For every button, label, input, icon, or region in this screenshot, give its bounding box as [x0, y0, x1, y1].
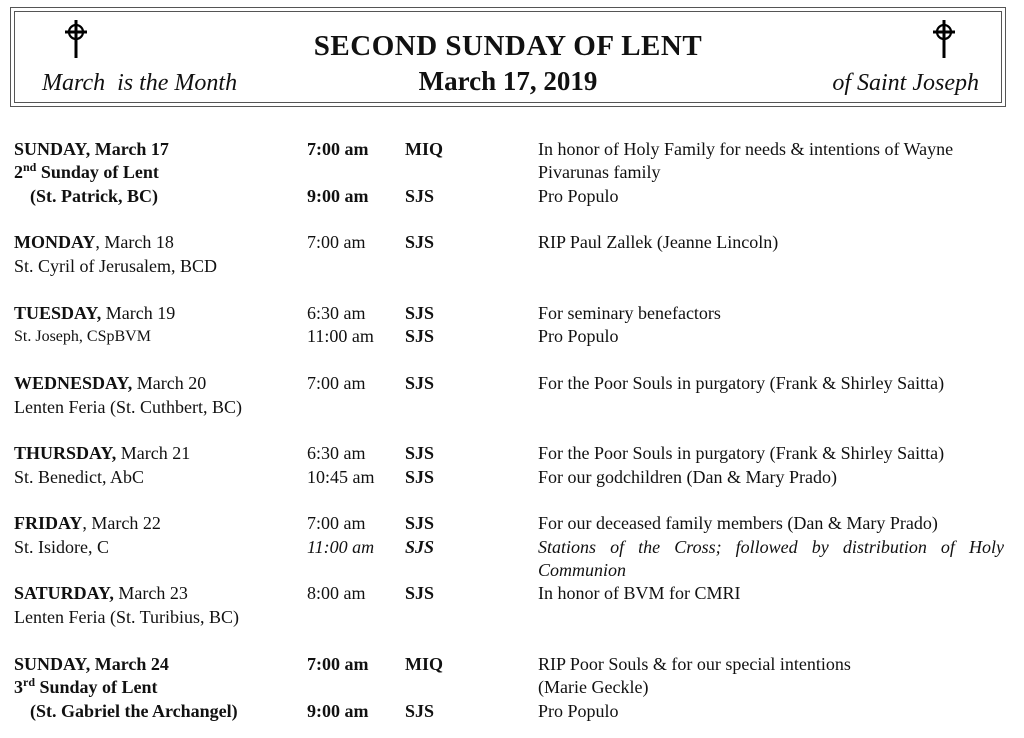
mass-time: 6:30 am: [307, 303, 366, 323]
mass-time: 7:00 am: [307, 513, 366, 533]
mass-intention: Stations of the Cross; followed by distribution of Holy: [538, 537, 1004, 557]
mass-intention-cont: Pivarunas family: [538, 162, 661, 182]
mass-time: 7:00 am: [307, 654, 369, 674]
celebrant: SJS: [405, 513, 435, 533]
day-label: THURSDAY, March 21: [14, 443, 191, 463]
mass-time: 9:00 am: [307, 186, 369, 206]
mass-intention: For the Poor Souls in purgatory (Frank & Shirley Saitta): [538, 443, 945, 463]
page-title: SECOND SUNDAY OF LENT: [313, 30, 703, 62]
mass-intention: Pro Populo: [538, 326, 619, 346]
mass-time: 7:00 am: [307, 139, 369, 159]
mass-time: 11:00 am: [307, 537, 375, 557]
mass-intention: In honor of Holy Family for needs & intentions of Wayne: [538, 139, 954, 159]
month-dedication-left: March is the Month: [42, 70, 238, 96]
mass-intention: For our deceased family members (Dan & Mary Prado): [538, 513, 938, 533]
saint-label: St. Isidore, C: [14, 537, 110, 557]
mass-time: 8:00 am: [307, 583, 366, 603]
celebrant: SJS: [405, 186, 435, 206]
day-label: FRIDAY, March 22: [14, 513, 161, 533]
day-label: SATURDAY, March 23: [14, 583, 188, 603]
day-label: TUESDAY, March 19: [14, 303, 176, 323]
day-label: WEDNESDAY, March 20: [14, 373, 207, 393]
mass-time: 9:00 am: [307, 701, 369, 721]
mass-time: 7:00 am: [307, 373, 366, 393]
saint-label: St. Benedict, AbC: [14, 467, 144, 487]
saint-label: St. Cyril of Jerusalem, BCD: [14, 256, 217, 276]
day-label: MONDAY, March 18: [14, 232, 174, 252]
mass-time: 11:00 am: [307, 326, 374, 346]
celebrant: SJS: [405, 373, 435, 393]
saint-label: (St. Patrick, BC): [30, 186, 158, 206]
mass-intention-cont: Communion: [538, 560, 627, 580]
bulletin-header: [10, 7, 1006, 107]
mass-intention: For the Poor Souls in purgatory (Frank & Shirley Saitta): [538, 373, 945, 393]
mass-intention: Pro Populo: [538, 186, 619, 206]
mass-intention: RIP Paul Zallek (Jeanne Lincoln): [538, 232, 779, 252]
celebrant: SJS: [405, 232, 435, 252]
mass-intention: For seminary benefactors: [538, 303, 721, 323]
mass-intention: In honor of BVM for CMRI: [538, 583, 741, 603]
celebrant: SJS: [405, 583, 435, 603]
celebrant: SJS: [405, 303, 435, 323]
feast-label: 3rd Sunday of Lent: [14, 675, 158, 697]
saint-label: Lenten Feria (St. Cuthbert, BC): [14, 397, 242, 417]
celebrant: SJS: [405, 701, 435, 721]
mass-intention: For our godchildren (Dan & Mary Prado): [538, 467, 837, 487]
month-dedication-right: of Saint Joseph: [832, 70, 979, 96]
celebrant: MIQ: [405, 139, 443, 159]
mass-time: 6:30 am: [307, 443, 366, 463]
celebrant: SJS: [405, 467, 435, 487]
day-label: SUNDAY, March 24: [14, 654, 169, 674]
day-label: SUNDAY, March 17: [14, 139, 169, 159]
celebrant: SJS: [405, 537, 435, 557]
mass-intention: RIP Poor Souls & for our special intentions: [538, 654, 851, 674]
saint-label: Lenten Feria (St. Turibius, BC): [14, 607, 240, 627]
mass-intention: Pro Populo: [538, 701, 619, 721]
mass-time: 7:00 am: [307, 232, 366, 252]
mass-time: 10:45 am: [307, 467, 375, 487]
bulletin-date: March 17, 2019: [418, 66, 598, 96]
saint-label: (St. Gabriel the Archangel): [30, 701, 238, 721]
celebrant: SJS: [405, 326, 435, 346]
saint-label: St. Joseph, CSpBVM: [14, 328, 151, 345]
celebrant: SJS: [405, 443, 435, 463]
mass-intention-cont: (Marie Geckle): [538, 677, 649, 697]
feast-label: 2nd Sunday of Lent: [14, 160, 159, 182]
celebrant: MIQ: [405, 654, 443, 674]
